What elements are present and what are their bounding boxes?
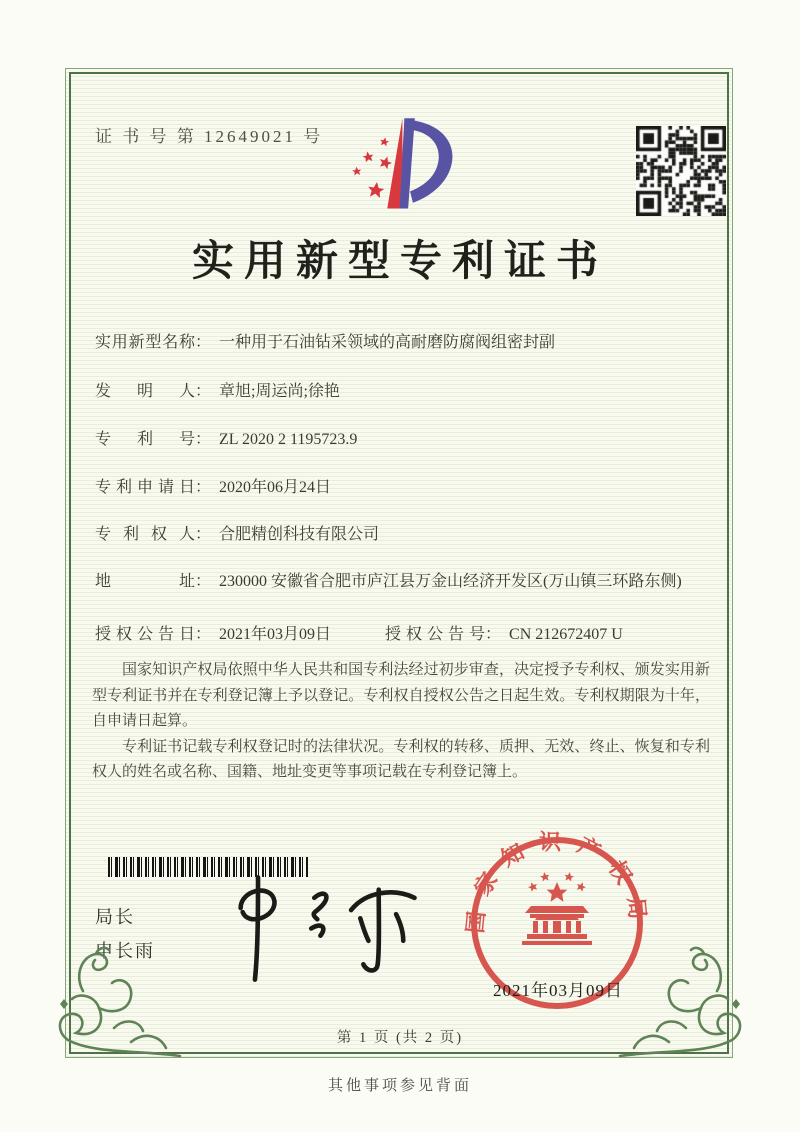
certificate-number: 证 书 号 第 12649021 号 bbox=[95, 127, 324, 146]
field-value: 合肥精创科技有限公司 bbox=[219, 526, 380, 543]
cnipa-logo-icon bbox=[335, 110, 487, 230]
field-row-inventors bbox=[95, 381, 689, 403]
field-row-patent-number bbox=[95, 429, 689, 451]
field-label: 实用新型名称 bbox=[95, 334, 195, 351]
page-indicator: 第 1 页 (共 2 页) bbox=[336, 1030, 464, 1046]
colon: ： bbox=[195, 334, 212, 351]
certificate-title: 实用新型专利证书 bbox=[191, 239, 608, 285]
officer-name: 申长雨 bbox=[95, 941, 155, 961]
field-value: 一种用于石油钻采领域的高耐磨防腐阀组密封副 bbox=[219, 334, 556, 351]
field-label: 地址 bbox=[95, 573, 195, 590]
colon: ： bbox=[485, 626, 502, 643]
colon: ： bbox=[195, 526, 212, 543]
field-label: 发明人 bbox=[95, 383, 195, 400]
field-label: 授权公告号 bbox=[385, 626, 485, 643]
field-value: 2020年06月24日 bbox=[219, 479, 332, 496]
field-row-grant-date bbox=[95, 624, 379, 646]
field-row-filing-date bbox=[95, 477, 689, 499]
qr-code bbox=[636, 126, 726, 216]
field-label: 专利权人 bbox=[95, 526, 195, 543]
field-label: 专利号 bbox=[95, 431, 195, 448]
field-value: 2021年03月09日 bbox=[219, 626, 332, 643]
seal-ring-text: 国家知识产权局 bbox=[462, 829, 652, 935]
legal-paragraph-1: 国家知识产权局依照中华人民共和国专利法经过初步审查，决定授予专利权、颁发实用新型专利证书并在专利登记簿上予以登记。专利权自授权公告之日起生效。专利权期限为十年，自申请日起算。 bbox=[92, 662, 710, 729]
officer-title: 局长 bbox=[95, 907, 135, 927]
field-label: 授权公告日 bbox=[95, 626, 195, 643]
colon: ： bbox=[195, 479, 212, 496]
colon: ： bbox=[195, 626, 212, 643]
field-value: CN 212672407 U bbox=[509, 626, 623, 643]
colon: ： bbox=[195, 431, 212, 448]
colon: ： bbox=[195, 573, 212, 590]
legal-paragraph-2: 专利证书记载专利权登记时的法律状况。专利权的转移、质押、无效、终止、恢复和专利权人的姓名或名称、国籍、地址变更等事项记载在专利登记簿上。 bbox=[92, 738, 710, 780]
field-row-grant-number bbox=[385, 624, 689, 646]
field-value: 230000 安徽省合肥市庐江县万金山经济开发区(万山镇三环路东侧) bbox=[219, 573, 682, 590]
colon: ： bbox=[195, 383, 212, 400]
field-value: ZL 2020 2 1195723.9 bbox=[219, 431, 358, 448]
signature-icon bbox=[212, 866, 437, 991]
field-row-address bbox=[95, 571, 689, 593]
legal-text bbox=[92, 658, 710, 786]
seal-date: 2021年03月09日 bbox=[493, 981, 623, 1000]
field-label: 专利申请日 bbox=[95, 479, 195, 496]
field-row-patentee bbox=[95, 524, 689, 546]
field-row-name bbox=[95, 332, 689, 354]
back-note: 其他事项参见背面 bbox=[327, 1078, 472, 1094]
field-value: 章旭;周运尚;徐艳 bbox=[219, 383, 340, 400]
